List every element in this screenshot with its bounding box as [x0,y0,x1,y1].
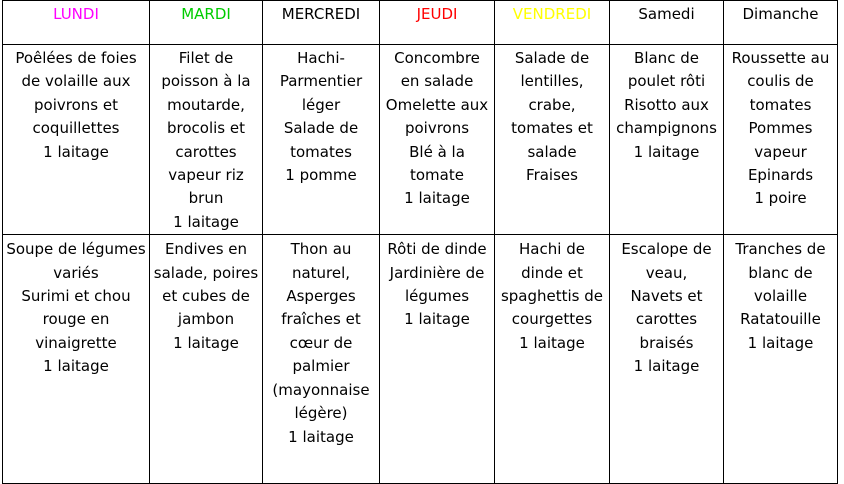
meal-line: champignons [616,119,717,138]
meal-text [3,47,149,164]
meal-line: veau, [645,263,688,282]
meal-line: variés [53,263,99,282]
day-label: LUNDI [53,5,99,23]
meal-line: naturel, [291,263,351,282]
meal-line: Poêlées de foies [15,49,137,67]
meal-line: brun [188,189,224,208]
meal-line: tomates [749,95,812,114]
meal-line: Asperges [286,287,356,306]
meal-line: rouge en [42,310,110,329]
day-header-jeudi [380,1,495,45]
meal-line: 1 laitage [747,333,814,352]
day-label: VENDREDI [512,5,592,23]
meal-line: tomate [410,166,464,185]
meal-line: vapeur riz [168,166,244,185]
meal-line: Escalope de [621,240,712,259]
dinner-row [3,235,838,484]
day-header-samedi [610,1,724,45]
day-label: Dimanche [742,5,819,23]
meal-line: Blé à la [409,142,465,161]
meal-text [380,238,494,332]
meal-line: léger [301,95,341,114]
meal-cell [495,235,610,484]
meal-cell [3,235,150,484]
meal-line: poivrons [404,119,470,138]
meal-line: 1 laitage [43,142,109,161]
day-label: JEUDI [416,5,458,23]
meal-cell [150,45,263,235]
meal-line: Hachi de [519,240,585,259]
day-header-lundi [3,1,150,45]
meal-line: Risotto aux [624,95,709,114]
meal-line: salade [527,142,577,161]
meal-line: 1 laitage [288,427,354,446]
meal-text [3,238,149,378]
day-label: Samedi [638,5,695,23]
meal-line: de volaille aux [21,72,131,91]
meal-line: vinaigrette [35,333,117,352]
day-header-vendredi [495,1,610,45]
meal-text [495,47,609,187]
meal-text [495,238,609,355]
meal-line: 1 laitage [633,357,700,376]
meal-line: Fraises [526,166,578,185]
meal-line: légère) [294,404,348,423]
meal-line: Rôti de dinde [387,240,487,259]
meal-line: Epinards [747,166,814,185]
meal-line: courgettes [511,310,593,329]
meal-line: carottes [175,142,237,161]
meal-line: poivrons et [34,95,118,114]
meal-line: Salade de [514,49,590,67]
meal-line: brocolis et [167,119,245,138]
meal-cell [495,45,610,235]
meal-line: Blanc de [634,49,699,67]
meal-line: et cubes de [162,287,250,306]
meal-line: Filet de [178,49,234,67]
meal-line: Ratatouille [740,310,821,329]
meal-text [150,238,262,355]
meal-line: (mayonnaise [272,380,370,399]
meal-line: cœur de [289,333,353,352]
meal-line: coulis de [747,72,814,91]
meal-line: spaghettis de [500,287,604,306]
meal-line: Parmentier [279,72,363,91]
meal-cell [724,235,838,484]
meal-line: Hachi- [297,49,345,67]
meal-line: Salade de [283,119,359,138]
meal-line: coquillettes [32,119,120,138]
meal-text [610,47,723,164]
meal-line: blanc de [748,263,813,282]
meal-line: Tranches de [735,240,826,259]
meal-line: jambon [177,310,235,329]
meal-text [263,238,379,449]
meal-line: moutarde, [167,95,245,114]
weekly-menu-table [2,0,838,484]
meal-text [150,47,262,234]
meal-line: 1 laitage [43,357,109,376]
meal-line: fraîches et [281,310,361,329]
meal-text [724,47,837,211]
meal-line: 1 laitage [633,142,700,161]
meal-line: Jardinière de [389,263,485,282]
meal-cell [263,235,380,484]
meal-cell [610,235,724,484]
meal-line: dinde et [521,263,583,282]
meal-line: palmier [292,357,350,376]
meal-text [610,238,723,378]
meal-line: 1 laitage [404,310,470,329]
meal-line: braisés [639,333,694,352]
meal-line: en salade [400,72,474,91]
day-label: MERCREDI [281,5,361,23]
meal-text [380,47,494,211]
meal-line: 1 poire [754,189,807,208]
meal-line: Endives en [164,240,248,259]
meal-line: Roussette au [731,49,830,67]
day-header-row [3,1,838,45]
meal-line: Omelette aux [385,95,489,114]
day-header-mardi [150,1,263,45]
day-header-dimanche [724,1,838,45]
meal-cell [3,45,150,235]
meal-line: salade, poires [153,263,259,282]
day-header-mercredi [263,1,380,45]
day-label: MARDI [181,5,231,23]
meal-line: Thon au [290,240,352,259]
meal-line: volaille [753,287,808,306]
lunch-row [3,45,838,235]
meal-line: 1 laitage [519,333,585,352]
meal-line: légumes [404,287,470,306]
meal-cell [380,45,495,235]
meal-cell [610,45,724,235]
meal-line: tomates [290,142,352,161]
meal-line: 1 laitage [173,212,239,231]
meal-line: poulet rôti [627,72,706,91]
meal-line: Navets et [630,287,703,306]
meal-cell [263,45,380,235]
meal-line: 1 laitage [404,189,470,208]
meal-cell [724,45,838,235]
meal-line: carottes [635,310,698,329]
meal-line: Surimi et chou [21,287,131,306]
meal-line: Soupe de légumes [6,240,146,259]
meal-cell [380,235,495,484]
meal-line: tomates et [511,119,593,138]
meal-line: crabe, [528,95,576,114]
meal-cell [150,235,263,484]
meal-line: 1 pomme [285,166,357,185]
meal-line: Concombre [394,49,480,67]
meal-line: lentilles, [520,72,584,91]
meal-line: poisson à la [161,72,251,91]
meal-line: vapeur [754,142,807,161]
meal-text [263,47,379,187]
meal-line: 1 laitage [173,333,239,352]
meal-text [724,238,837,355]
meal-line: Pommes [748,119,813,138]
